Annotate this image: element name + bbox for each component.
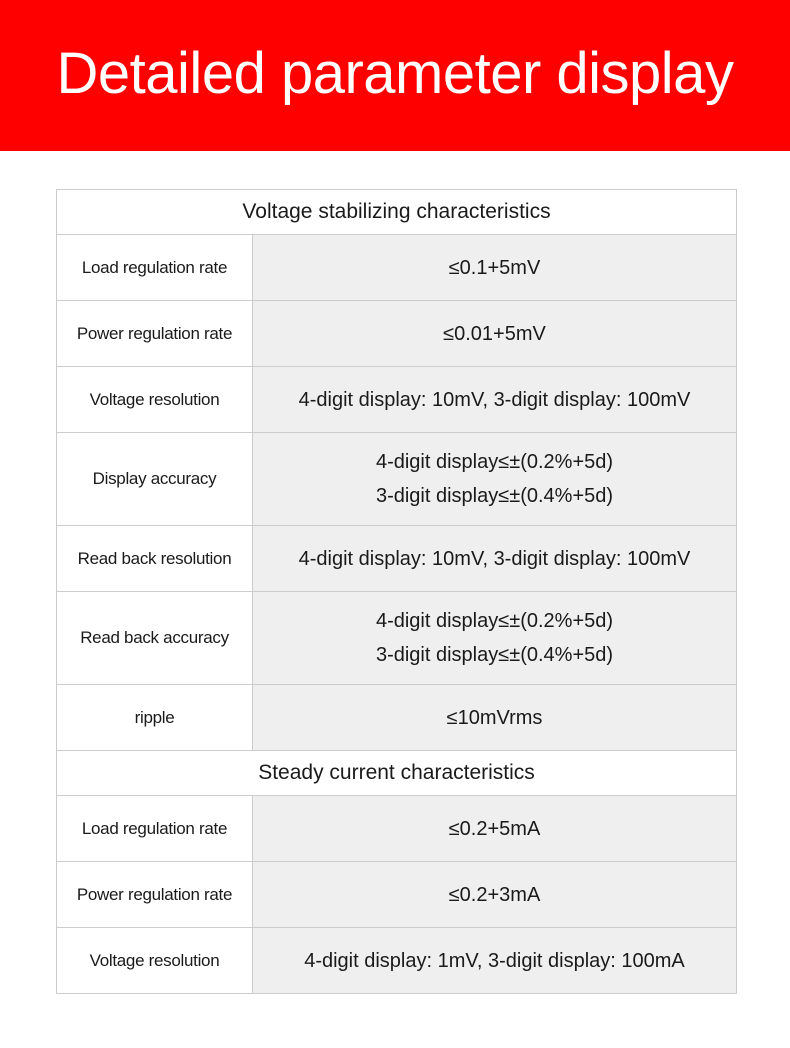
parameter-value	[253, 526, 737, 592]
table-row	[57, 433, 737, 526]
table-row	[57, 526, 737, 592]
parameter-label: Display accuracy	[57, 433, 253, 526]
value-line: ≤0.1+5mV	[448, 256, 541, 279]
parameter-value	[253, 592, 737, 685]
parameter-label: Read back accuracy	[57, 592, 253, 685]
header-banner	[0, 0, 790, 151]
table-row	[57, 592, 737, 685]
table-row	[57, 685, 737, 751]
parameter-label: Voltage resolution	[57, 928, 253, 994]
table-row	[57, 928, 737, 994]
value-line: ≤0.2+5mA	[448, 817, 541, 840]
parameter-label: Load regulation rate	[57, 235, 253, 301]
value-line: ≤0.01+5mV	[443, 322, 546, 345]
page-title: Detailed parameter display	[56, 41, 734, 106]
parameter-label: Read back resolution	[57, 526, 253, 592]
section-header-current	[57, 751, 737, 796]
parameter-value	[253, 367, 737, 433]
value-line: 4-digit display≤±(0.2%+5d)	[375, 451, 614, 473]
table-row	[57, 862, 737, 928]
parameter-label: Load regulation rate	[57, 796, 253, 862]
parameter-label: Power regulation rate	[57, 862, 253, 928]
value-line: 4-digit display: 10mV, 3-digit display: 100mV	[298, 388, 691, 411]
section-header-voltage	[57, 190, 737, 235]
parameter-value	[253, 301, 737, 367]
section-title: Voltage stabilizing characteristics	[57, 190, 737, 235]
value-line: 4-digit display: 10mV, 3-digit display: 100mV	[298, 547, 691, 570]
value-line: 4-digit display: 1mV, 3-digit display: 100mA	[304, 949, 685, 972]
table-row	[57, 235, 737, 301]
parameter-table	[56, 189, 737, 994]
table-row	[57, 301, 737, 367]
parameter-label: ripple	[57, 685, 253, 751]
parameter-value	[253, 685, 737, 751]
value-line: 3-digit display≤±(0.4%+5d)	[375, 485, 614, 507]
value-line: ≤0.2+3mA	[448, 883, 541, 906]
parameter-label: Power regulation rate	[57, 301, 253, 367]
table-row	[57, 367, 737, 433]
parameter-value	[253, 235, 737, 301]
value-line: 4-digit display≤±(0.2%+5d)	[375, 610, 614, 632]
value-line: 3-digit display≤±(0.4%+5d)	[375, 644, 614, 666]
parameter-value	[253, 796, 737, 862]
value-line: ≤10mVrms	[446, 706, 543, 729]
table-row	[57, 796, 737, 862]
parameter-value	[253, 433, 737, 526]
section-title: Steady current characteristics	[57, 751, 737, 796]
parameter-value	[253, 862, 737, 928]
parameter-value	[253, 928, 737, 994]
parameter-label: Voltage resolution	[57, 367, 253, 433]
